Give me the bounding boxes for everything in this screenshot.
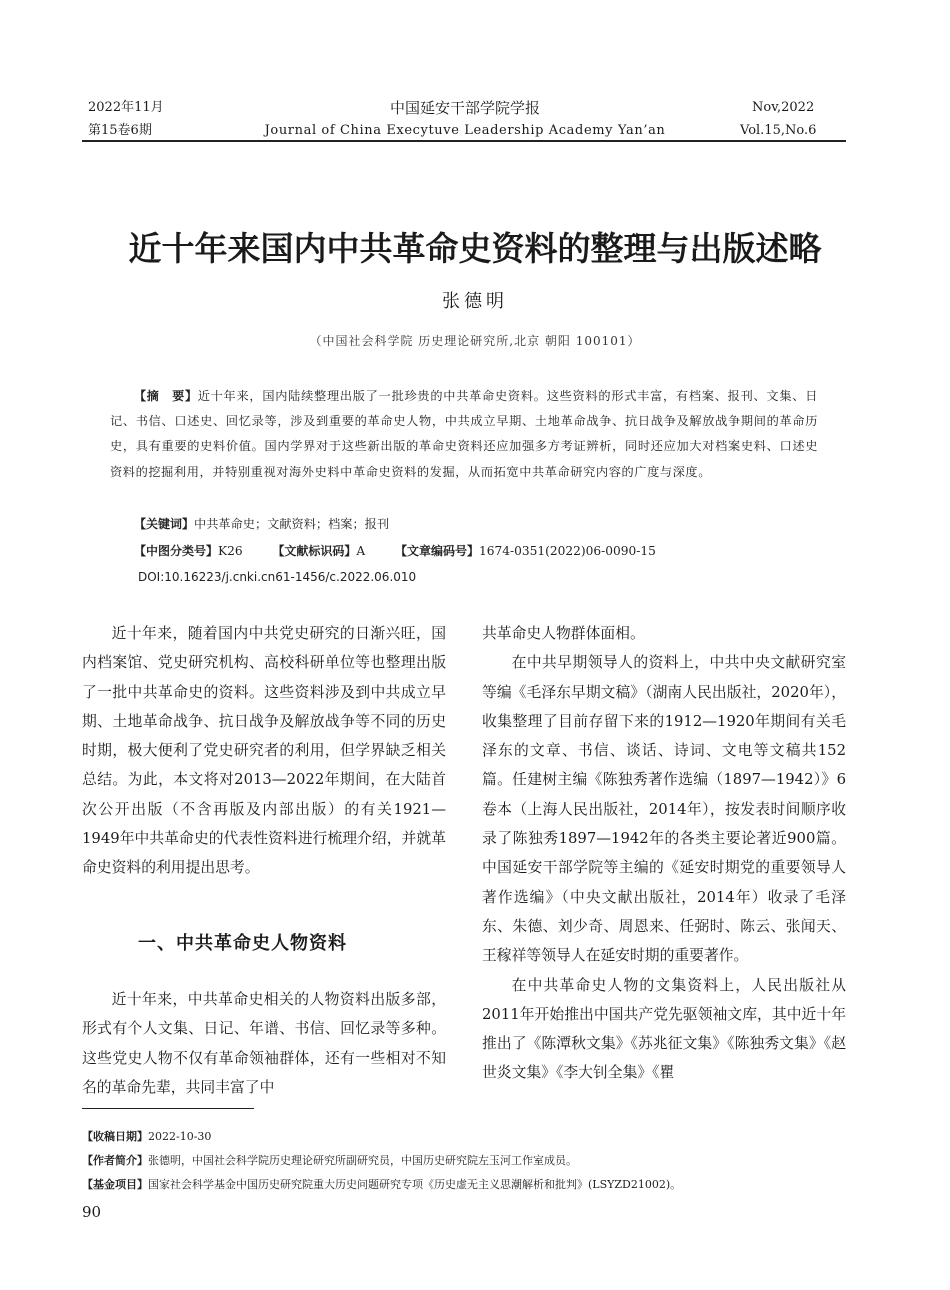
abstract: [110, 384, 818, 485]
clc-value: K26: [218, 544, 243, 558]
article-code-value: 1674-0351(2022)06-0090-15: [478, 544, 656, 558]
section-heading: 一、中共革命史人物资料: [138, 933, 347, 954]
clc-label: 【中图分类号】: [134, 544, 219, 558]
doc-code-label: 【文献标识码】: [272, 544, 357, 558]
header-issue-en: Vol.15,No.6: [740, 123, 817, 138]
body-left-column-top: [82, 619, 446, 883]
body-paragraph: 共革命史人物群体面相。: [482, 625, 645, 642]
footnote-author: [82, 1152, 577, 1170]
keywords-text: 中共革命史；文献资料；档案；报刊: [194, 517, 390, 531]
keywords: [134, 514, 389, 534]
article-affiliation: （中国社会科学院 历史理论研究所,北京 朝阳 100101）: [309, 334, 641, 348]
header-issue-cn: 第15卷6期: [88, 123, 152, 138]
footnote-received-value: 2022-10-30: [148, 1130, 212, 1143]
article-author: 张德明: [442, 291, 508, 312]
header-rule: [82, 140, 846, 142]
footnote-fund-value: 国家社会科学基金中国历史研究院重大历史问题研究专项《历史虚无主义思潮解析和批判》(LSYZD21002)。: [148, 1178, 682, 1191]
header-journal-en: Journal of China Execytuve Leadership Academy Yan’an: [264, 123, 666, 138]
body-right-column: [482, 619, 846, 1088]
doi: DOI:10.16223/j.cnki.cn61-1456/c.2022.06.010: [138, 570, 417, 584]
header-date-cn: 2022年11月: [88, 100, 164, 115]
footnote-fund-label: 【基金项目】: [82, 1178, 148, 1191]
body-paragraph: 近十年来，随着国内中共党史研究的日渐兴旺，国内档案馆、党史研究机构、高校科研单位等也整理出版了一批中共革命史的资料。这些资料涉及到中共成立早期、土地革命战争、抗日战争及解放战争等不同的历史时期，极大便利了党史研究者的利用，但学界缺乏相关总结。为此，本文将对2013—2022年期间，在大陆首次公开出版（不含再版及内部出版）的有关1921—1949年中共革命史的代表性资料进行梳理介绍，并就革命史资料的利用提出思考。: [82, 625, 446, 877]
body-paragraph: 近十年来，中共革命史相关的人物资料出版多部，形式有个人文集、日记、年谱、书信、回忆录等多种。这些党史人物不仅有革命领袖群体，还有一些相对不知名的革命先辈，共同丰富了中: [82, 991, 446, 1096]
body-paragraph: 在中共早期领导人的资料上，中共中央文献研究室等编《毛泽东早期文稿》（湖南人民出版社，2020年），收集整理了目前存留下来的1912—1920年期间有关毛泽东的文章、书信、谈话、诗词、文电等文稿共152篇。任建树主编《陈独秀著作选编（1897—1942）》6卷本（上海人民出版社，2014年），按发表时间顺序收录了陈独秀1897—1942年的各类主要论著近900篇。中国延安干部学院等主编的《延安时期党的重要领导人著作选编》（中央文献出版社，2014年）收录了毛泽东、朱德、刘少奇、周恩来、任弼时、陈云、张闻天、王稼祥等领导人在延安时期的重要著作。: [482, 654, 846, 965]
article-title: 近十年来国内中共革命史资料的整理与出版述略: [128, 229, 822, 268]
keywords-label: 【关键词】: [134, 517, 195, 531]
body-paragraph: 在中共革命史人物的文集资料上，人民出版社从2011年开始推出中国共产党先驱领袖文库，其中近十年推出了《陈潭秋文集》《苏兆征文集》《陈独秀文集》《赵世炎文集》《李大钊全集》《瞿: [482, 976, 846, 1082]
abstract-text: 近十年来，国内陆续整理出版了一批珍贵的中共革命史资料。这些资料的形式丰富，有档案、报刊、文集、日记、书信、口述史、回忆录等，涉及到重要的革命史人物，中共成立早期、土地革命战争、抗日战争及解放战争期间的革命历史，具有重要的史料价值。国内学界对于这些新出版的革命史资料还应加强多方考证辨析，同时还应加大对档案史料、口述史资料的挖掘利用，并特别重视对海外史料中革命史资料的发掘，从而拓宽中共革命研究内容的广度与深度。: [110, 389, 818, 479]
doc-code-value: A: [356, 544, 366, 558]
footnote-author-label: 【作者简介】: [82, 1154, 148, 1167]
footnote-fund: [82, 1176, 681, 1194]
page-number: 90: [82, 1203, 102, 1221]
body-left-column-bottom: [82, 985, 446, 1102]
footnote-author-value: 张德明，中国社会科学院历史理论研究所副研究员，中国历史研究院左玉河工作室成员。: [148, 1154, 577, 1167]
header-date-en: Nov,2022: [752, 100, 815, 115]
abstract-label: 【摘 要】: [134, 389, 198, 403]
classification-line: [134, 541, 656, 561]
header-journal-cn: 中国延安干部学院学报: [389, 99, 540, 117]
footnote-received-label: 【收稿日期】: [82, 1130, 148, 1143]
footnote-rule: [82, 1108, 254, 1109]
article-code-label: 【文章编码号】: [394, 544, 479, 558]
footnote-received: [82, 1128, 211, 1146]
